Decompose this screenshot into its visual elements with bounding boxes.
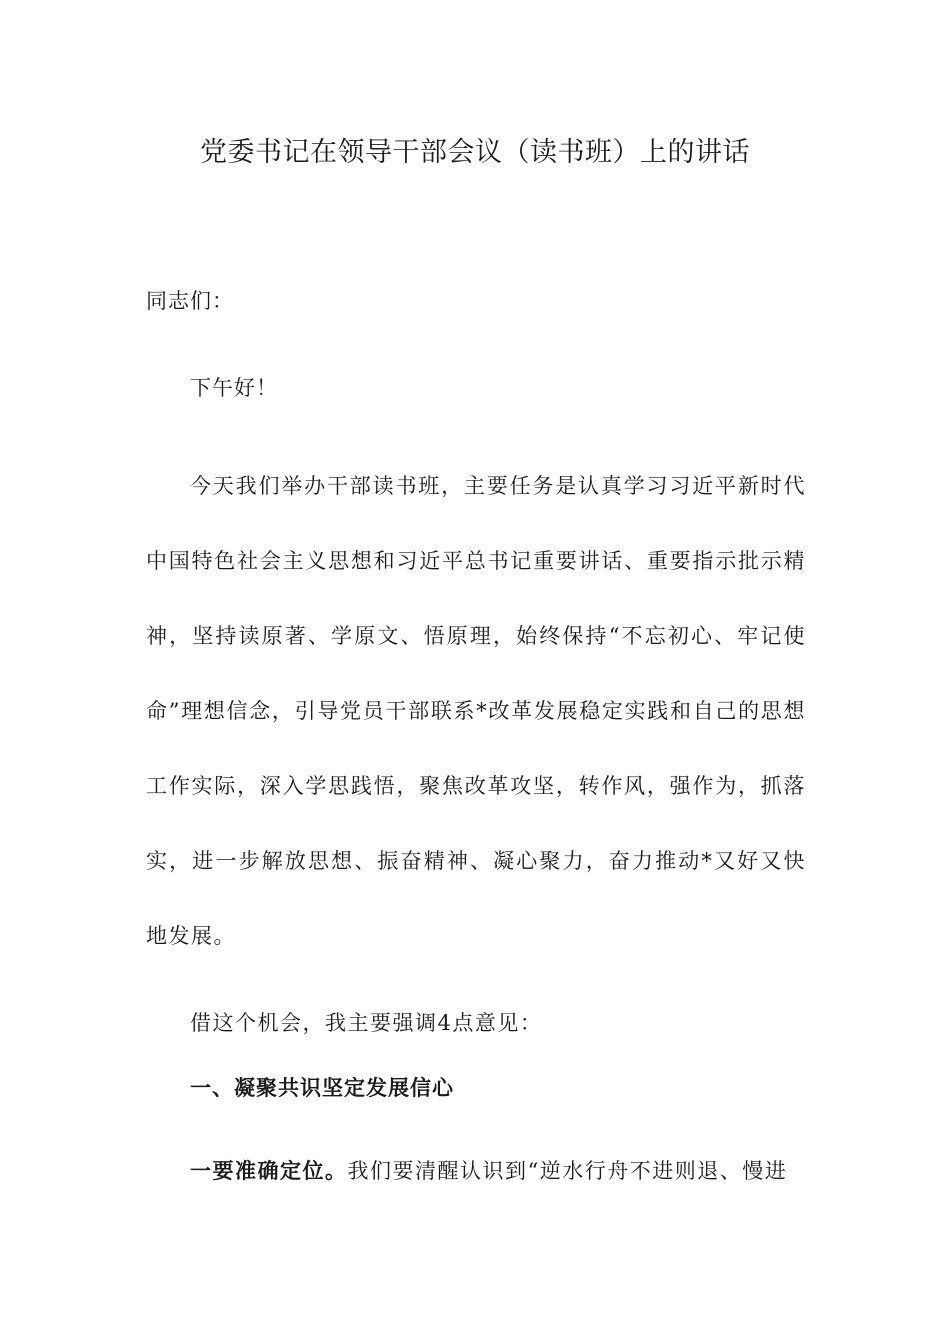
document-title: 党委书记在领导干部会议（读书班）上的讲话 bbox=[200, 137, 750, 168]
section-paragraph-lead: 一要准确定位。 bbox=[190, 1159, 348, 1183]
section-paragraph bbox=[146, 1144, 806, 1199]
body-paragraph-points: 借这个机会，我主要强调4点意见： bbox=[190, 1011, 543, 1035]
greeting: 下午好！ bbox=[190, 376, 278, 400]
body-paragraph-intro: 今天我们举办干部读书班，主要任务是认真学习习近平新时代中国特色社会主义思想和习近平总书记重要讲话、重要指示批示精神，坚持读原著、学原文、悟原理，始终保持“不忘初心、牢记使命”理想信念，引导党员干部联系*改革发展稳定实践和自己的思想工作实际，深入学思践悟，聚焦改革攻坚，转作风，强作为，抓落实，进一步解放思想、振奋精神、凝心聚力，奋力推动*又好又快地发展。 bbox=[146, 474, 806, 948]
section-heading: 一、凝聚共识坚定发展信心 bbox=[190, 1076, 454, 1100]
salutation: 同志们： bbox=[146, 289, 234, 313]
section-paragraph-text: 我们要清醒认识到“逆水行舟不进则退、慢进 bbox=[347, 1159, 788, 1183]
